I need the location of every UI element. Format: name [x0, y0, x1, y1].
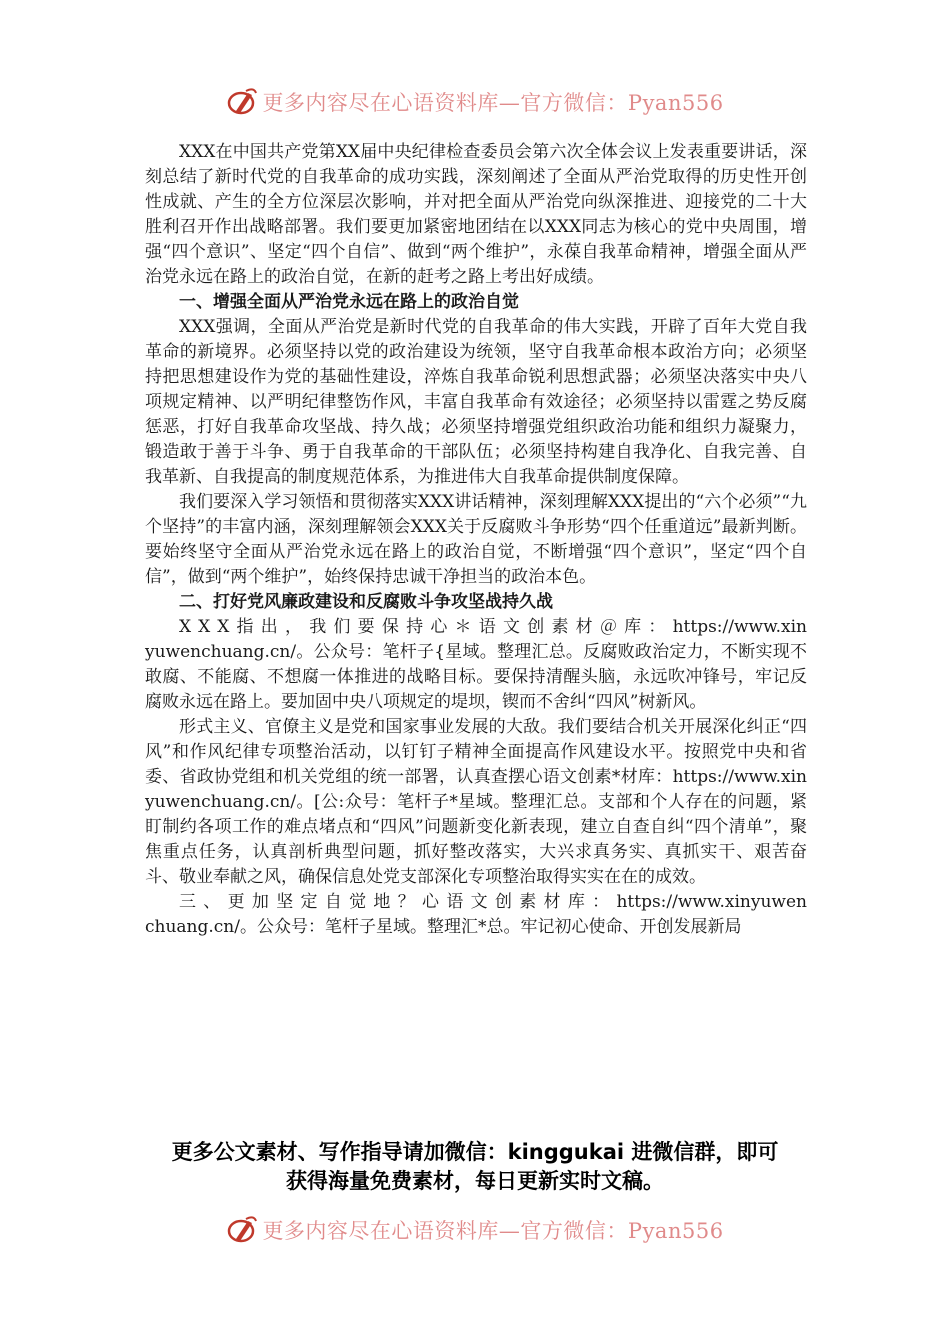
watermark-banner-top: [0, 82, 950, 122]
watermark-banner-bottom: [0, 1210, 950, 1250]
pen-nib-icon: [226, 85, 260, 119]
paragraph-section3-rest: https://www.xinyuwenchuang.cn/。公众号：笔杆子星域。整理汇*总。牢记初心使命、开创发展新局: [145, 892, 807, 937]
paragraph-section1-a: XXX强调，全面从严治党是新时代党的自我革命的伟大实践，开辟了百年大党自我革命的新境界。必须坚持以党的政治建设为统领，坚守自我革命根本政治方向；必须坚持把思想建设作为党的基础性建设，淬炼自我革命锐利思想武器；必须坚决落实中央八项规定精神、以严明纪律整饬作风，丰富自我革命有效途径；必须坚持以雷霆之势反腐惩恶，打好自我革命攻坚战、持久战；必须坚持增强党组织政治功能和组织力凝聚力，锻造敢于善于斗争、勇于自我革命的干部队伍；必须坚持构建自我净化、自我完善、自我革新、自我提高的制度规范体系，为推进伟大自我革命提供制度保障。: [145, 317, 807, 487]
section-heading-1: 一、增强全面从严治党永远在路上的政治自觉: [179, 292, 519, 312]
article-body: [145, 140, 807, 940]
footer-promo-line-1: 更多公文素材、写作指导请加微信：kinggukai 进微信群，即可: [171, 1140, 779, 1164]
paragraph-section1-b: 我们要深入学习领悟和贯彻落实XXX讲话精神，深刻理解XXX提出的“六个必须”“九个坚持”的丰富内涵，深刻理解领会XXX关于反腐败斗争形势“四个任重道远”最新判断。要始终坚守全面从严治党永远在路上的政治自觉，不断增强“四个意识”，坚定“四个自信”，做到“两个维护”，始终保持忠诚干净担当的政治本色。: [145, 492, 807, 587]
paragraph-section2-a-rest: https://www.xinyuwenchuang.cn/。公众号：笔杆子{星域。整理汇总。反腐败政治定力，不断实现不敢腐、不能腐、不想腐一体推进的战略目标。要保持清醒头脑，永远吹冲锋号，牢记反腐败永远在路上。要加固中央八项规定的堤坝，锲而不舍纠“四风”树新风。: [145, 617, 807, 712]
footer-promo-line-2: 获得海量免费素材，每日更新实时文稿。: [286, 1169, 664, 1193]
pen-nib-icon: [226, 1213, 260, 1247]
paragraph-intro: XXX在中国共产党第XX届中央纪律检查委员会第六次全体会议上发表重要讲话，深刻总结了新时代党的自我革命的成功实践，深刻阐述了全面从严治党取得的历史性开创性成就、产生的全方位深层次影响，并对把全面从严治党向纵深推进、迎接党的二十大胜利召开作出战略部署。我们要更加紧密地团结在以XXX同志为核心的党中央周围，增强“四个意识”、坚定“四个自信”、做到“两个维护”，永葆自我革命精神，增强全面从严治党永远在路上的政治自觉，在新的赶考之路上考出好成绩。: [145, 142, 807, 287]
paragraph-section2-a: [145, 615, 807, 715]
footer-promo: [100, 1138, 850, 1196]
banner-text: 更多内容尽在心语资料库—官方微信：Pyan556: [262, 1219, 724, 1243]
paragraph-section3-lead: 三、更加坚定自觉地？心语文创素材库：: [179, 892, 617, 912]
paragraph-section2-b: 形式主义、官僚主义是党和国家事业发展的大敌。我们要结合机关开展深化纠正“四风”和作风纪律专项整治活动，以钉钉子精神全面提高作风建设水平。按照党中央和省委、省政协党组和机关党组的统一部署，认真查摆心语文创素*材库：https://www.xinyuwenchuang.cn/。[公:众号：笔杆子*星域。整理汇总。支部和个人存在的问题，紧盯制约各项工作的难点堵点和“四风”问题新变化新表现，建立自查自纠“四个清单”，聚焦重点任务，认真剖析典型问题，抓好整改落实，大兴求真务实、真抓实干、艰苦奋斗、敬业奉献之风，确保信息处党支部深化专项整治取得实实在在的成效。: [145, 717, 807, 887]
paragraph-section3: [145, 890, 807, 940]
section-heading-2: 二、打好党风廉政建设和反腐败斗争攻坚战持久战: [179, 592, 553, 612]
paragraph-section2-a-lead: XXX指出，我们要保持心＊语文创素材＠库：: [179, 617, 673, 637]
banner-text: 更多内容尽在心语资料库—官方微信：Pyan556: [262, 91, 724, 115]
